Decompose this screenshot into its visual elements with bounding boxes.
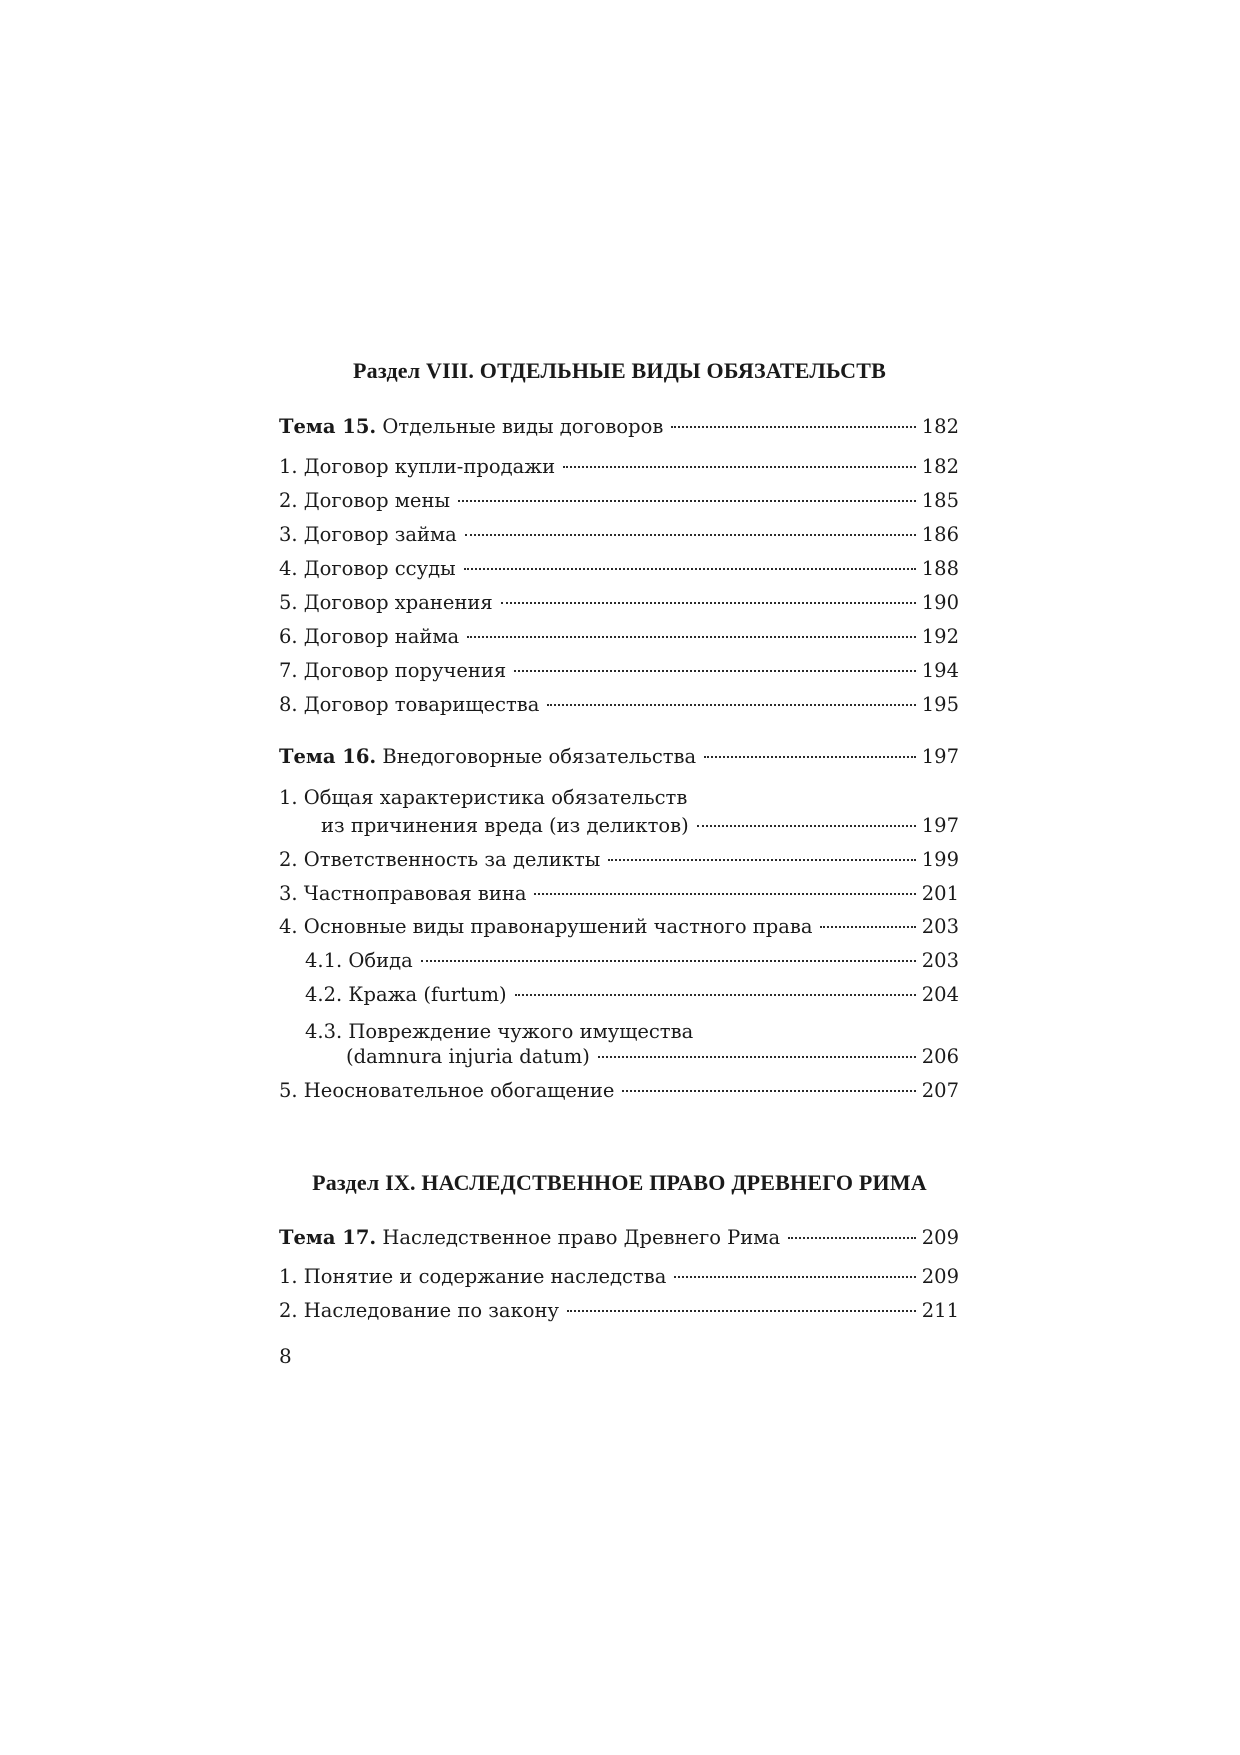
- page-ref: 203: [921, 915, 959, 938]
- page-ref: 206: [921, 1045, 959, 1068]
- toc-entry[interactable]: [279, 455, 959, 485]
- entry-label: 2. Договор мены: [279, 489, 450, 512]
- entry-label: 3. Договор займа: [279, 523, 457, 546]
- toc-entry[interactable]: [279, 693, 959, 723]
- toc-entry[interactable]: [279, 591, 959, 621]
- section-8-title: Раздел VIII. ОТДЕЛЬНЫЕ ВИДЫ ОБЯЗАТЕЛЬСТВ: [352, 358, 887, 383]
- page-number: 8: [279, 1344, 292, 1368]
- dot-leader: [563, 466, 916, 468]
- entry-label: 8. Договор товарищества: [279, 693, 540, 716]
- page-ref: 211: [921, 1299, 959, 1322]
- entry-label: из причинения вреда (из деликтов): [321, 814, 689, 837]
- toc-entry[interactable]: [305, 983, 959, 1013]
- toc-entry[interactable]: [346, 1045, 959, 1075]
- page-ref: 209: [921, 1226, 959, 1249]
- toc-entry[interactable]: [279, 557, 959, 587]
- topic-prefix: Тема 17.: [279, 1226, 377, 1249]
- page-ref: 182: [921, 415, 959, 438]
- page-ref: 209: [921, 1265, 959, 1288]
- entry-label: 5. Неосновательное обогащение: [279, 1079, 615, 1102]
- entry-label: 4. Основные виды правонарушений частного права: [279, 915, 813, 938]
- page-ref: 201: [921, 882, 959, 905]
- topic-prefix: Тема 15.: [279, 415, 377, 438]
- topic-label: Внедоговорные обязательства: [382, 745, 697, 768]
- page-ref: 188: [921, 557, 959, 580]
- entry-label: 5. Договор хранения: [279, 591, 493, 614]
- dot-leader: [704, 756, 916, 758]
- entry-label: 1. Договор купли-продажи: [279, 455, 556, 478]
- section-9-title: Раздел IX. НАСЛЕДСТВЕННОЕ ПРАВО ДРЕВНЕГО РИМА: [312, 1170, 927, 1195]
- toc-entry-topic-16[interactable]: [279, 745, 959, 775]
- dot-leader: [697, 825, 916, 827]
- toc-entry[interactable]: [279, 659, 959, 689]
- dot-leader: [458, 500, 916, 502]
- toc-entry[interactable]: [279, 848, 959, 878]
- entry-label: 4.2. Кража (furtum): [305, 983, 507, 1006]
- dot-leader: [567, 1310, 916, 1312]
- entry-label: (damnura injuria datum): [346, 1045, 590, 1068]
- page-ref: 199: [921, 848, 959, 871]
- dot-leader: [465, 534, 916, 536]
- dot-leader: [467, 636, 916, 638]
- entry-label: 6. Договор найма: [279, 625, 460, 648]
- dot-leader: [671, 426, 915, 428]
- page-ref: 204: [921, 983, 959, 1006]
- page-ref: 185: [921, 489, 959, 512]
- dot-leader: [501, 602, 916, 604]
- toc-entry-topic-15[interactable]: [279, 415, 959, 445]
- toc-entry[interactable]: [321, 814, 959, 844]
- toc-entry[interactable]: [279, 523, 959, 553]
- dot-leader: [464, 568, 916, 570]
- dot-leader: [622, 1090, 915, 1092]
- toc-entry[interactable]: [279, 625, 959, 655]
- topic-label: Отдельные виды договоров: [382, 415, 664, 438]
- dot-leader: [547, 704, 915, 706]
- dot-leader: [421, 960, 916, 962]
- toc-entry[interactable]: [279, 1299, 959, 1329]
- page-ref: 203: [921, 949, 959, 972]
- dot-leader: [820, 926, 915, 928]
- toc-entry[interactable]: [279, 915, 959, 945]
- page-ref: 197: [921, 745, 959, 768]
- page-ref: 194: [921, 659, 959, 682]
- dot-leader: [515, 994, 916, 996]
- toc-entry[interactable]: [279, 1079, 959, 1109]
- entry-label: 7. Договор поручения: [279, 659, 507, 682]
- toc-entry[interactable]: [279, 1265, 959, 1295]
- dot-leader: [608, 859, 916, 861]
- toc-entry-line1[interactable]: 1. Общая характеристика обязательств: [279, 786, 688, 809]
- page-ref: 195: [921, 693, 959, 716]
- page-ref: 182: [921, 455, 959, 478]
- dot-leader: [598, 1056, 916, 1058]
- toc-entry-topic-17[interactable]: [279, 1226, 959, 1256]
- toc-entry[interactable]: [279, 489, 959, 519]
- page-ref: 192: [921, 625, 959, 648]
- entry-label: 1. Понятие и содержание наследства: [279, 1265, 667, 1288]
- entry-label: 2. Ответственность за деликты: [279, 848, 601, 871]
- entry-label: 2. Наследование по закону: [279, 1299, 559, 1322]
- topic-label: Наследственное право Древнего Рима: [382, 1226, 781, 1249]
- entry-label: 4.1. Обида: [305, 949, 413, 972]
- page-ref: 197: [921, 814, 959, 837]
- dot-leader: [674, 1276, 915, 1278]
- dot-leader: [788, 1237, 916, 1239]
- entry-label: 4. Договор ссуды: [279, 557, 456, 580]
- page-ref: 186: [921, 523, 959, 546]
- toc-entry-line1[interactable]: 4.3. Повреждение чужого имущества: [305, 1020, 694, 1043]
- page-ref: 190: [921, 591, 959, 614]
- entry-label: 3. Частноправовая вина: [279, 882, 527, 905]
- page-ref: 207: [921, 1079, 959, 1102]
- toc-entry[interactable]: [305, 949, 959, 979]
- dot-leader: [514, 670, 916, 672]
- topic-prefix: Тема 16.: [279, 745, 377, 768]
- dot-leader: [534, 893, 915, 895]
- toc-entry[interactable]: [279, 882, 959, 912]
